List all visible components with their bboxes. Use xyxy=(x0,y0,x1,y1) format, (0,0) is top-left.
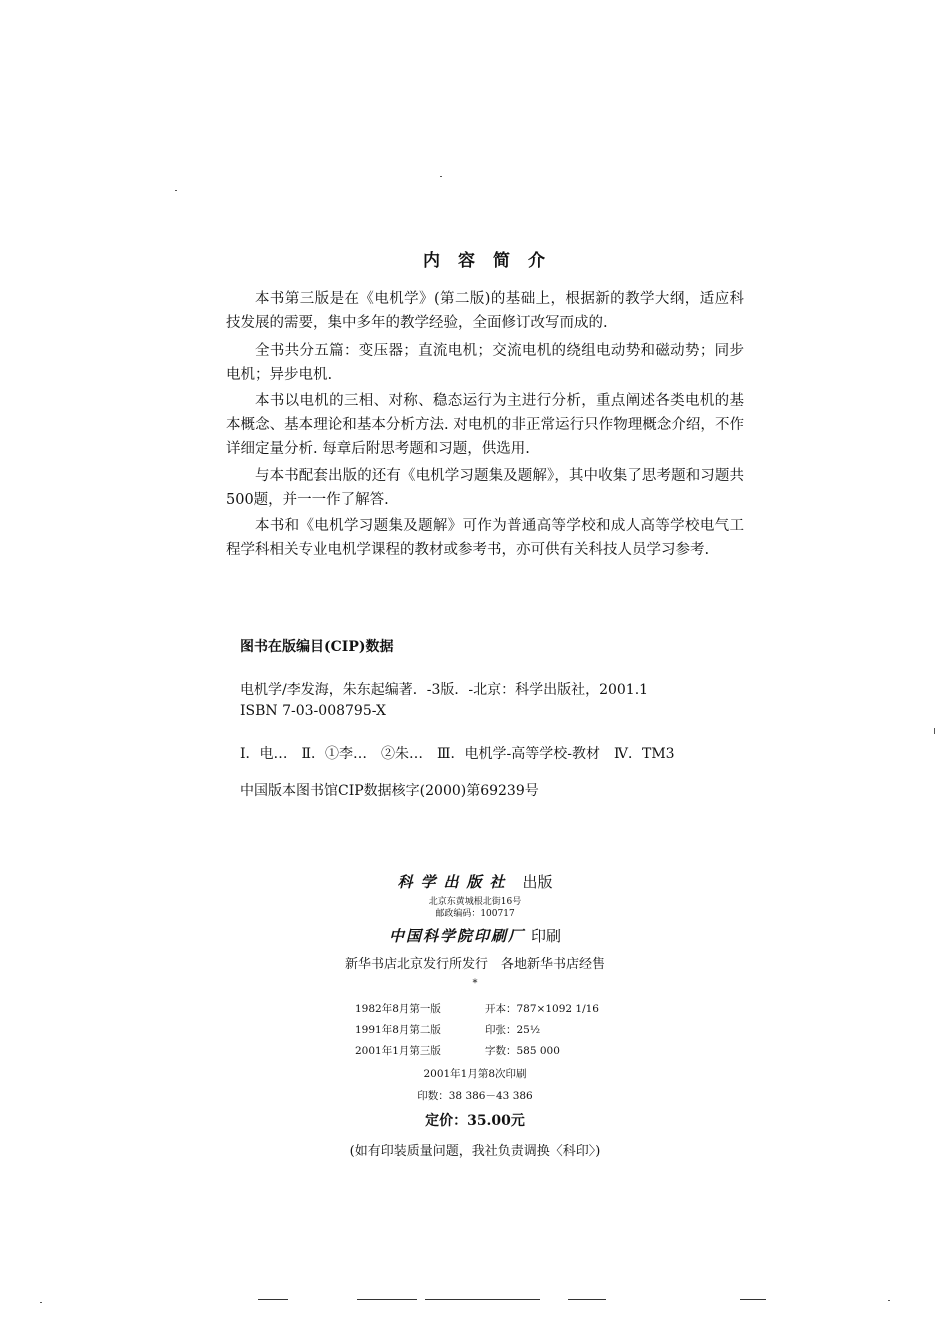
edition-spec: 印张：25½ xyxy=(485,1024,541,1036)
edition-date: 1991年8月第二版 xyxy=(355,1024,441,1036)
edition-table xyxy=(355,1001,599,1064)
scan-edge-mark xyxy=(357,1299,417,1300)
cip-classification: Ⅰ．电… Ⅱ．①李… ②朱… Ⅲ．电机学-高等学校-教材 Ⅳ．TM3 xyxy=(240,746,675,762)
summary-paragraph: 全书共分五篇：变压器；直流电机；交流电机的绕组电动势和磁动势；同步电机；异步电机. xyxy=(226,343,744,383)
printing-line: 2001年1月第8次印刷 xyxy=(423,1068,527,1080)
publisher-logo: 科学出版社 xyxy=(397,873,513,891)
printer-logo: 中国科学院印刷厂 xyxy=(388,927,525,945)
edition-row xyxy=(355,1043,599,1064)
scan-edge-mark xyxy=(425,1299,540,1300)
scan-speck xyxy=(934,728,935,734)
scan-speck xyxy=(888,1300,890,1301)
summary-paragraph: 本书第三版是在《电机学》(第二版)的基础上，根据新的教学大纲，适应科技发展的需要，集中多年的教学经验，全面修订改写而成的. xyxy=(226,291,744,331)
publisher-address: 北京东黄城根北街16号 xyxy=(428,897,522,907)
summary-paragraph: 本书和《电机学习题集及题解》可作为普通高等学校和成人高等学校电气工程学科相关专业电机学课程的教材或参考书，亦可供有关科技人员学习参考. xyxy=(226,518,744,558)
edition-date: 2001年1月第三版 xyxy=(355,1045,441,1057)
cip-record: 中国版本图书馆CIP数据核字(2000)第69239号 xyxy=(240,783,539,799)
edition-spec: 开本：787×1092 1/16 xyxy=(485,1003,599,1015)
publisher-line xyxy=(0,871,950,892)
print-run: 印数：38 386－43 386 xyxy=(417,1090,533,1102)
summary-paragraph: 与本书配套出版的还有《电机学习题集及题解》，其中收集了思考题和习题共500题，并一一作了解答. xyxy=(226,468,744,508)
cip-heading: 图书在版编目(CIP)数据 xyxy=(240,639,394,655)
edition-spec: 字数：585 000 xyxy=(485,1045,560,1057)
edition-date: 1982年8月第一版 xyxy=(355,1003,441,1015)
scan-edge-mark xyxy=(258,1299,288,1300)
price: 定价：35.00元 xyxy=(425,1113,525,1129)
scan-speck xyxy=(175,190,177,191)
cip-isbn: ISBN 7-03-008795-X xyxy=(240,703,386,719)
cip-entry: 电机学/李发海，朱东起编著．-3版．-北京：科学出版社，2001.1 xyxy=(240,682,649,698)
edition-row xyxy=(355,1001,599,1022)
scan-edge-mark xyxy=(740,1299,766,1300)
separator-star: * xyxy=(472,978,478,989)
distribution-line: 新华书店北京发行所发行 各地新华书店经售 xyxy=(344,957,605,972)
summary-title: 内容简介 xyxy=(423,251,563,271)
scan-speck xyxy=(40,1302,42,1303)
printer-line xyxy=(0,925,950,946)
summary-paragraph: 本书以电机的三相、对称、稳态运行为主进行分析，重点阐述各类电机的基本概念、基本理论和基本分析方法. 对电机的非正常运行只作物理概念介绍，不作详细定量分析. 每章后附思考题和习题，供选用. xyxy=(226,393,744,457)
printer-action: 印刷 xyxy=(531,927,562,945)
scan-edge-mark xyxy=(568,1299,606,1300)
edition-row xyxy=(355,1022,599,1043)
quality-notice: (如有印装质量问题，我社负责调换〈科印〉) xyxy=(349,1144,601,1159)
scan-speck xyxy=(440,176,442,177)
publisher-action: 出版 xyxy=(522,873,553,891)
publisher-postcode: 邮政编码：100717 xyxy=(435,909,515,919)
